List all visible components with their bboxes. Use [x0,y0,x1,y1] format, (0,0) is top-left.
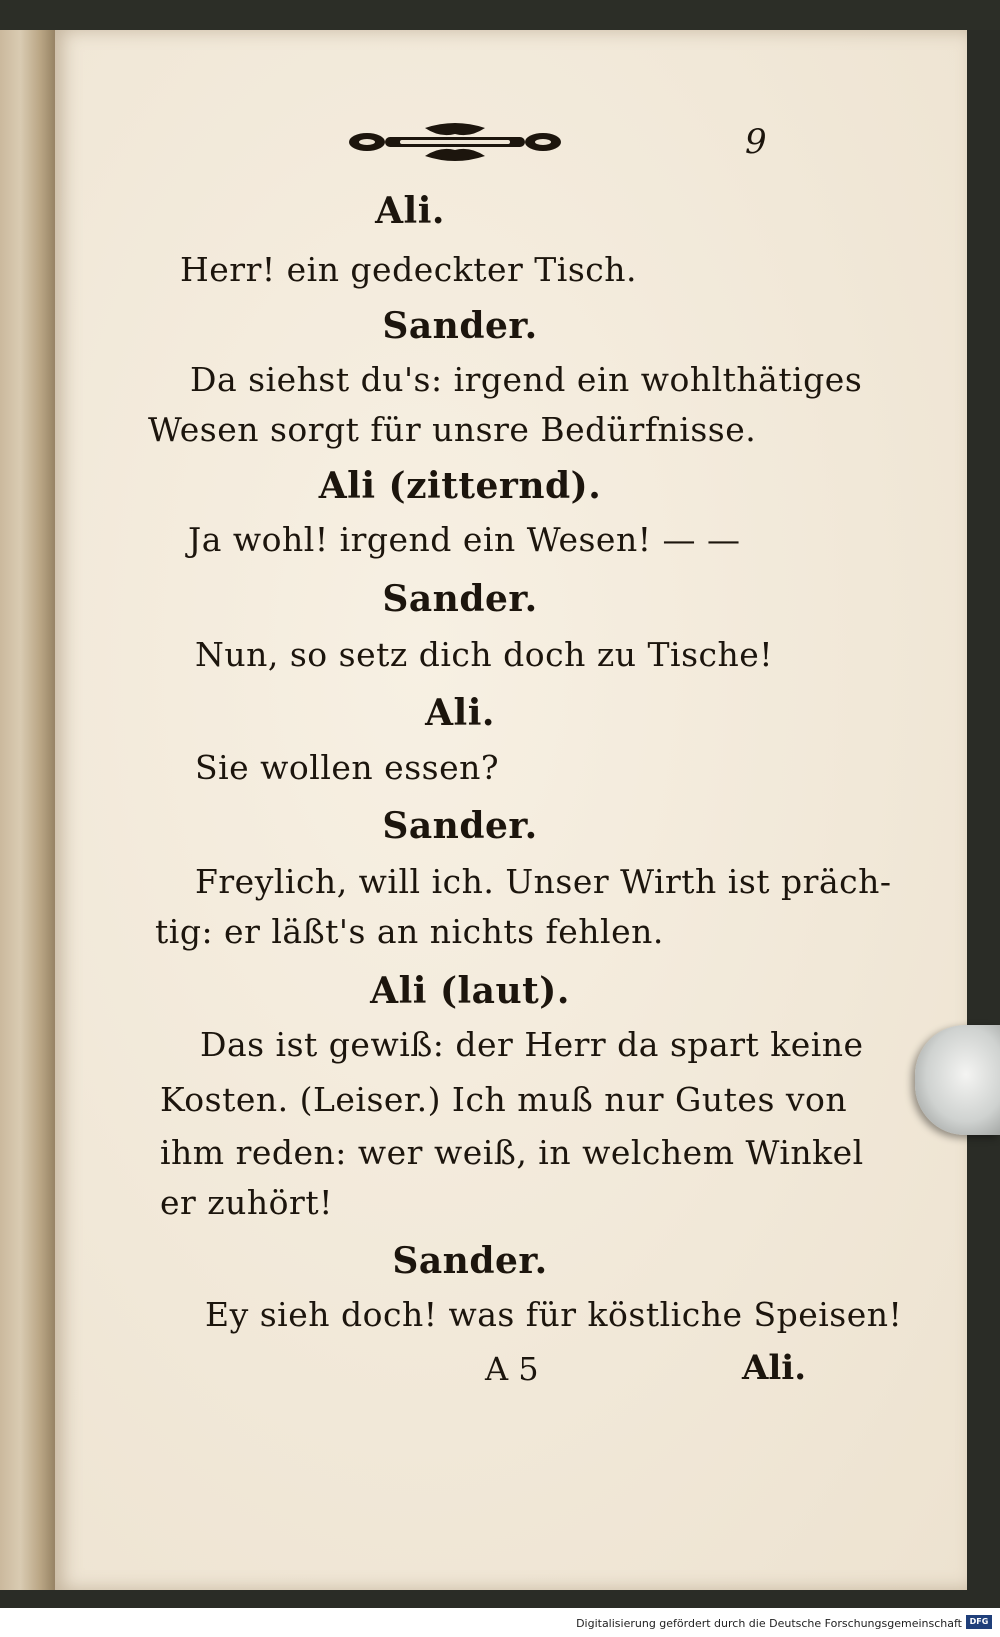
catchword: Ali. [742,1348,807,1388]
speech-line: Das ist gewiß: der Herr da spart keine [200,1025,864,1064]
page-clip [915,1025,1000,1135]
speech-line: Ja wohl! irgend ein Wesen! — — [188,520,741,559]
speaker-name: Sander. [392,1240,548,1282]
book-spine-edge [0,30,58,1590]
page-number: 9 [745,122,767,162]
signature-mark: A 5 [485,1350,539,1388]
speech-line: Wesen sorgt für unsre Bedürfnisse. [148,410,757,449]
speech-line: Da siehst du's: irgend ein wohlthätiges [190,360,863,399]
speaker-name: Ali. [375,190,445,232]
speech-line: Freylich, will ich. Unser Wirth ist präch- [195,862,892,901]
speaker-name: Sander. [382,578,538,620]
speaker-name: Sander. [382,805,538,847]
speaker-name: Sander. [382,305,538,347]
ornament-icon [345,120,565,164]
funding-notice: Digitalisierung gefördert durch die Deutsche Forschungsgemeinschaft [576,1617,962,1630]
speech-line: Sie wollen essen? [195,748,500,787]
dfg-logo: DFG [966,1615,992,1629]
speech-line: Kosten. (Leiser.) Ich muß nur Gutes von [160,1080,848,1119]
speech-line: Nun, so setz dich doch zu Tische! [195,635,774,674]
speech-line: tig: er läßt's an nichts fehlen. [155,912,664,951]
speech-line: Herr! ein gedeckter Tisch. [180,250,638,289]
speech-line: ihm reden: wer weiß, in welchem Winkel [160,1133,864,1172]
speech-line: er zuhört! [160,1183,333,1222]
speaker-name: Ali (laut). [370,970,570,1012]
scan-background [0,0,1000,30]
speaker-name: Ali. [425,692,495,734]
speaker-name: Ali (zitternd). [318,465,602,507]
speech-line: Ey sieh doch! was für köstliche Speisen! [205,1295,903,1334]
